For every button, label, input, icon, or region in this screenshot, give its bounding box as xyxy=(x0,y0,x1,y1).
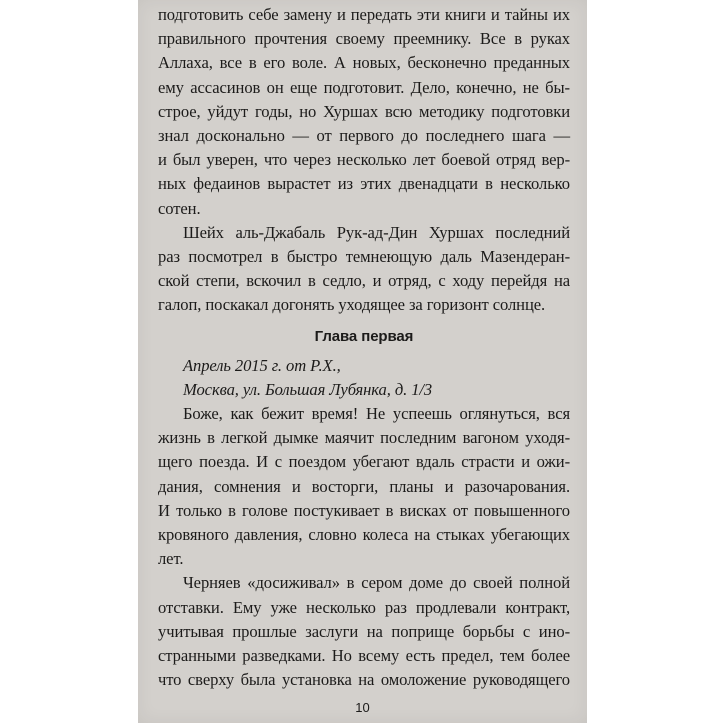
text-line: щего поезда. И с поездом убегают вдаль страсти и ожи- xyxy=(158,452,570,472)
paragraph-1 xyxy=(158,3,570,221)
text-line: кровяного давления, словно колеса на стыках убегающих xyxy=(158,524,570,544)
text-line: Шейх аль-Джабаль Рук-ад-Дин Хуршах последний xyxy=(183,222,570,242)
chapter-title: Глава первая xyxy=(314,328,414,346)
page-text xyxy=(158,3,570,692)
text-line: лет. xyxy=(158,549,184,569)
text-line: ему ассасинов он еще подготовит. Дело, конечно, не бы- xyxy=(158,77,570,97)
text-line: И только в голове постукивает в висках от повышенного xyxy=(158,500,570,520)
epigraph-place: Москва, ул. Большая Лубянка, д. 1/3 xyxy=(183,379,433,399)
text-line: что сверху была установка на омоложение руководящего xyxy=(158,670,570,690)
text-line: странными разведками. Но всему есть предел, тем более xyxy=(158,645,570,665)
text-line: Боже, как бежит время! Не успеешь оглянуться, вся xyxy=(183,404,570,423)
text-line: жизнь в легкой дымке маячит последним вагоном уходя- xyxy=(158,428,570,448)
text-line: Аллаха, все в его воле. А новых, бесконечно преданных xyxy=(158,53,570,73)
text-line: раз посмотрел в быстро темнеющую даль Мазендеран- xyxy=(158,246,570,266)
paragraph-3 xyxy=(158,402,570,571)
text-line: подготовить себе замену и передать эти книги и тайны их xyxy=(158,5,570,24)
paragraph-4 xyxy=(158,571,570,692)
epigraph xyxy=(158,354,570,402)
text-line: строе, уйдут годы, но Хуршах всю методику подготовки xyxy=(158,101,570,121)
text-line: ской степи, вскочил в седло, и отряд, с ходу перейдя на xyxy=(158,271,570,291)
text-line: сотен. xyxy=(158,198,201,218)
epigraph-date: Апрель 2015 г. от Р.Х., xyxy=(183,355,341,375)
text-line: учитывая прошлые заслуги на поприще борьбы с ино- xyxy=(158,621,570,641)
text-line: Черняев «досиживал» в сером доме до своей полной xyxy=(183,573,570,593)
text-line: ных федаинов вырастет из этих двенадцати в несколько xyxy=(158,174,570,194)
text-line: галоп, поскакал догонять уходящее за горизонт солнце. xyxy=(158,295,546,315)
text-line: и был уверен, что через несколько лет боевой отряд вер- xyxy=(158,150,570,170)
text-line: знал досконально — от первого до последнего шага — xyxy=(158,125,570,145)
book-page xyxy=(138,0,587,723)
text-line: дания, сомнения и восторги, планы и разочарования. xyxy=(158,476,570,496)
text-line: правильного прочтения своему преемнику. Все в руках xyxy=(158,29,570,49)
page-number: 10 xyxy=(355,700,370,715)
paragraph-2 xyxy=(158,221,570,318)
text-line: отставки. Ему уже несколько раз продлевали контракт, xyxy=(158,597,570,617)
